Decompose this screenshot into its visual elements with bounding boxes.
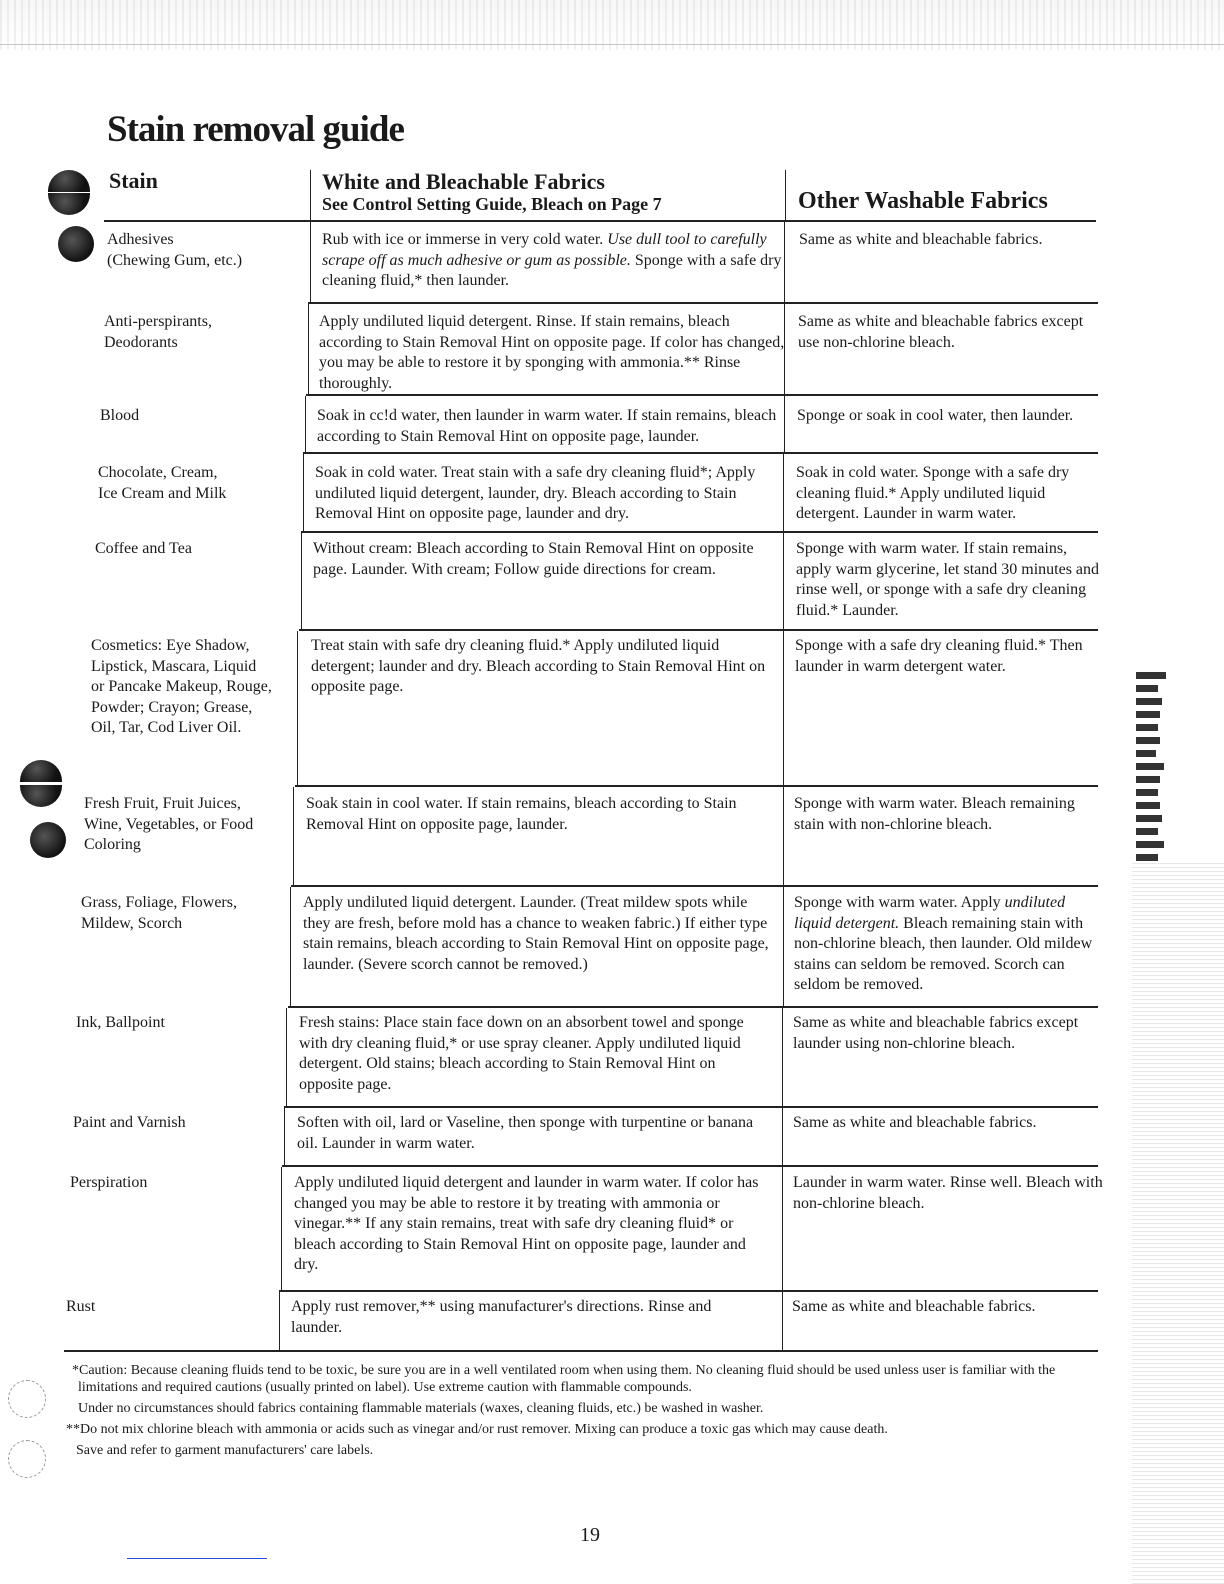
row-divider xyxy=(291,885,1098,887)
stain-name: Adhesives (Chewing Gum, etc.) xyxy=(107,231,243,269)
white-fabrics-instructions: Soften with oil, lard or Vaseline, then sponge with turpentine or banana oil. Launder in warm water. xyxy=(297,1114,754,1152)
stain-name: Blood xyxy=(100,407,140,424)
row-divider xyxy=(282,1165,1098,1167)
column-divider xyxy=(784,222,785,302)
other-fabrics-instructions: Same as white and bleachable fabrics except use non-chlorine bleach. xyxy=(798,313,1084,351)
column-divider xyxy=(286,1008,287,1106)
footnote-care-labels: Save and refer to garment manufacturers' care labels. xyxy=(76,1443,374,1458)
stain-name: Anti-perspirants, Deodorants xyxy=(104,313,212,351)
column-divider xyxy=(783,454,784,531)
row-divider xyxy=(299,629,1098,631)
column-divider xyxy=(782,1008,783,1106)
link-underline xyxy=(127,1558,267,1559)
column-divider xyxy=(284,1108,285,1165)
column-header-white-fabrics-subtitle: See Control Setting Guide, Bleach on Page 7 xyxy=(322,194,662,214)
column-divider xyxy=(783,631,784,785)
binder-hole-icon xyxy=(8,1380,46,1418)
stain-name: Grass, Foliage, Flowers, Mildew, Scorch xyxy=(81,894,237,932)
row-divider xyxy=(279,1290,1098,1292)
other-fabrics-instructions: Sponge or soak in cool water, then launder. xyxy=(797,407,1074,424)
column-divider xyxy=(783,533,784,629)
white-fabrics-instructions: Apply rust remover,** using manufacturer's directions. Rinse and launder. xyxy=(291,1298,712,1336)
stain-name: Perspiration xyxy=(70,1174,148,1191)
column-divider xyxy=(297,631,298,785)
column-divider xyxy=(308,304,309,394)
stain-name: Cosmetics: Eye Shadow, Lipstick, Mascara, Liquid or Pancake Makeup, Rouge, Powder; Crayon; Grease, Oil, Tar, Cod Liver Oil. xyxy=(91,637,272,736)
column-divider xyxy=(279,1292,280,1350)
row-divider xyxy=(303,452,1098,454)
row-divider xyxy=(284,1106,1098,1108)
white-fabrics-instructions: Rub with ice or immerse in very cold water. Use dull tool to carefully scrape off as much adhesive or gum as possible. Sponge with a safe dry cleaning fluid,* then launder. xyxy=(322,231,782,289)
column-divider xyxy=(281,1167,282,1290)
column-divider xyxy=(783,787,784,885)
column-divider xyxy=(301,533,302,629)
column-divider xyxy=(290,887,291,1006)
stain-name: Paint and Varnish xyxy=(73,1114,186,1131)
white-fabrics-instructions: Treat stain with safe dry cleaning fluid.* Apply undiluted liquid detergent; launder and dry. Bleach according to Stain Removal Hint on opposite page. xyxy=(311,637,766,695)
column-divider xyxy=(784,396,785,452)
stain-name: Chocolate, Cream, Ice Cream and Milk xyxy=(98,464,227,502)
stain-name: Fresh Fruit, Fruit Juices, Wine, Vegetables, or Food Coloring xyxy=(84,795,254,853)
column-divider xyxy=(783,887,784,1006)
column-divider xyxy=(303,454,304,531)
white-fabrics-instructions: Apply undiluted liquid detergent. Rinse. If stain remains, bleach according to Stain Removal Hint on opposite page. If color has changed, you may be able to restore it by sponging with ammonia.** Rinse thoroughly. xyxy=(319,313,785,392)
footnote-chlorine: **Do not mix chlorine bleach with ammonia or acids such as vinegar and/or rust remover. Mixing can produce a toxic gas which may cause death. xyxy=(66,1422,888,1437)
other-fabrics-instructions: Sponge with a safe dry cleaning fluid.* Then launder in warm detergent water. xyxy=(795,637,1083,675)
other-fabrics-instructions: Sponge with warm water. Bleach remaining stain with non-chlorine bleach. xyxy=(794,795,1075,833)
scan-noise-top xyxy=(0,0,1224,50)
header-column-divider xyxy=(785,170,786,222)
column-divider xyxy=(293,787,294,885)
row-divider xyxy=(308,302,1098,304)
other-fabrics-instructions: Soak in cold water. Sponge with a safe dry cleaning fluid.* Apply undiluted liquid detergent. Launder in warm water. xyxy=(796,464,1070,522)
white-fabrics-instructions: Soak in cc!d water, then launder in warm water. If stain remains, bleach according to Stain Removal Hint on opposite page, launder. xyxy=(317,407,777,445)
column-divider xyxy=(305,396,306,452)
row-divider xyxy=(306,394,1098,396)
column-divider xyxy=(782,1292,783,1350)
other-fabrics-instructions: Same as white and bleachable fabrics. xyxy=(793,1114,1037,1131)
other-fabrics-instructions: Same as white and bleachable fabrics. xyxy=(799,231,1043,248)
white-fabrics-instructions: Soak stain in cool water. If stain remains, bleach according to Stain Removal Hint on opposite page, launder. xyxy=(306,795,737,833)
scan-marks xyxy=(1136,672,1186,867)
column-header-white-fabrics: White and Bleachable Fabrics xyxy=(322,169,605,194)
binder-hole-icon xyxy=(48,170,90,192)
column-header-other-fabrics: Other Washable Fabrics xyxy=(798,188,1048,214)
other-fabrics-instructions: Same as white and bleachable fabrics except launder using non-chlorine bleach. xyxy=(793,1014,1079,1052)
binder-hole-icon xyxy=(20,785,62,807)
scan-noise-right xyxy=(1132,860,1224,1584)
binder-hole-icon xyxy=(8,1440,46,1478)
binder-hole-icon xyxy=(58,226,94,262)
column-divider xyxy=(784,304,785,394)
header-column-divider xyxy=(310,170,311,222)
white-fabrics-instructions: Soak in cold water. Treat stain with a safe dry cleaning fluid*; Apply undiluted liquid detergent, launder, dry. Bleach according to Stain Removal Hint on opposite page, launder and dry. xyxy=(315,464,756,522)
row-divider xyxy=(295,785,1098,787)
binder-hole-icon xyxy=(20,760,62,782)
white-fabrics-instructions: Apply undiluted liquid detergent. Launder. (Treat mildew spots while they are fresh, before mold has a chance to weaken fabric.) If either type stain remains, bleach according to Stain Removal Hint on opposite page, launder. (Severe scorch cannot be removed.) xyxy=(303,894,769,973)
row-divider xyxy=(64,1350,1098,1352)
page-title: Stain removal guide xyxy=(107,109,404,150)
header-divider xyxy=(104,220,1096,222)
other-fabrics-instructions: Launder in warm water. Rinse well. Bleach with non-chlorine bleach. xyxy=(793,1174,1103,1212)
white-fabrics-instructions: Apply undiluted liquid detergent and launder in warm water. If color has changed you may be able to restore it by treating with ammonia or vinegar.** If any stain remains, treat with safe dry cleaning fluid* or bleach according to Stain Removal Hint on opposite page, launder and dry. xyxy=(294,1174,759,1273)
other-fabrics-instructions: Sponge with warm water. If stain remains, apply warm glycerine, let stand 30 minutes and rinse well, or sponge with a safe dry cleaning fluid.* Launder. xyxy=(796,540,1100,619)
footnotes xyxy=(66,1362,1086,1463)
stain-name: Rust xyxy=(66,1298,96,1315)
column-header-stain: Stain xyxy=(109,168,158,193)
footnote-caution: *Caution: Because cleaning fluids tend to be toxic, be sure you are in a well ventilated room when using them. No cleaning fluid should be used unless user is familiar with the limitations and required cautions (usually printed on label). Use extreme caution with flammable compounds. xyxy=(72,1363,1056,1395)
other-fabrics-instructions: Same as white and bleachable fabrics. xyxy=(792,1298,1036,1315)
white-fabrics-instructions: Without cream: Bleach according to Stain Removal Hint on opposite page. Launder. With cream; Follow guide directions for cream. xyxy=(313,540,754,578)
row-divider xyxy=(288,1006,1098,1008)
stain-name: Ink, Ballpoint xyxy=(76,1014,165,1031)
page-number: 19 xyxy=(580,1524,600,1546)
column-divider xyxy=(782,1167,783,1290)
stain-name: Coffee and Tea xyxy=(95,540,192,557)
footnote-flammable: Under no circumstances should fabrics containing flammable materials (waxes, cleaning fluids, etc.) be washed in washer. xyxy=(78,1401,764,1416)
white-fabrics-instructions: Fresh stains: Place stain face down on an absorbent towel and sponge with dry cleaning fluid,* or use spray cleaner. Apply undiluted liquid detergent. Old stains; bleach according to Stain Removal Hint on opposite page. xyxy=(299,1014,744,1093)
binder-hole-icon xyxy=(48,193,90,215)
column-divider xyxy=(310,222,311,302)
binder-hole-icon xyxy=(30,822,66,858)
other-fabrics-instructions: Sponge with warm water. Apply undiluted liquid detergent. Bleach remaining stain with non-chlorine bleach, then launder. Old mildew stains can seldom be removed. Scorch can seldom be removed. xyxy=(794,894,1093,993)
column-divider xyxy=(782,1108,783,1165)
row-divider xyxy=(301,531,1098,533)
